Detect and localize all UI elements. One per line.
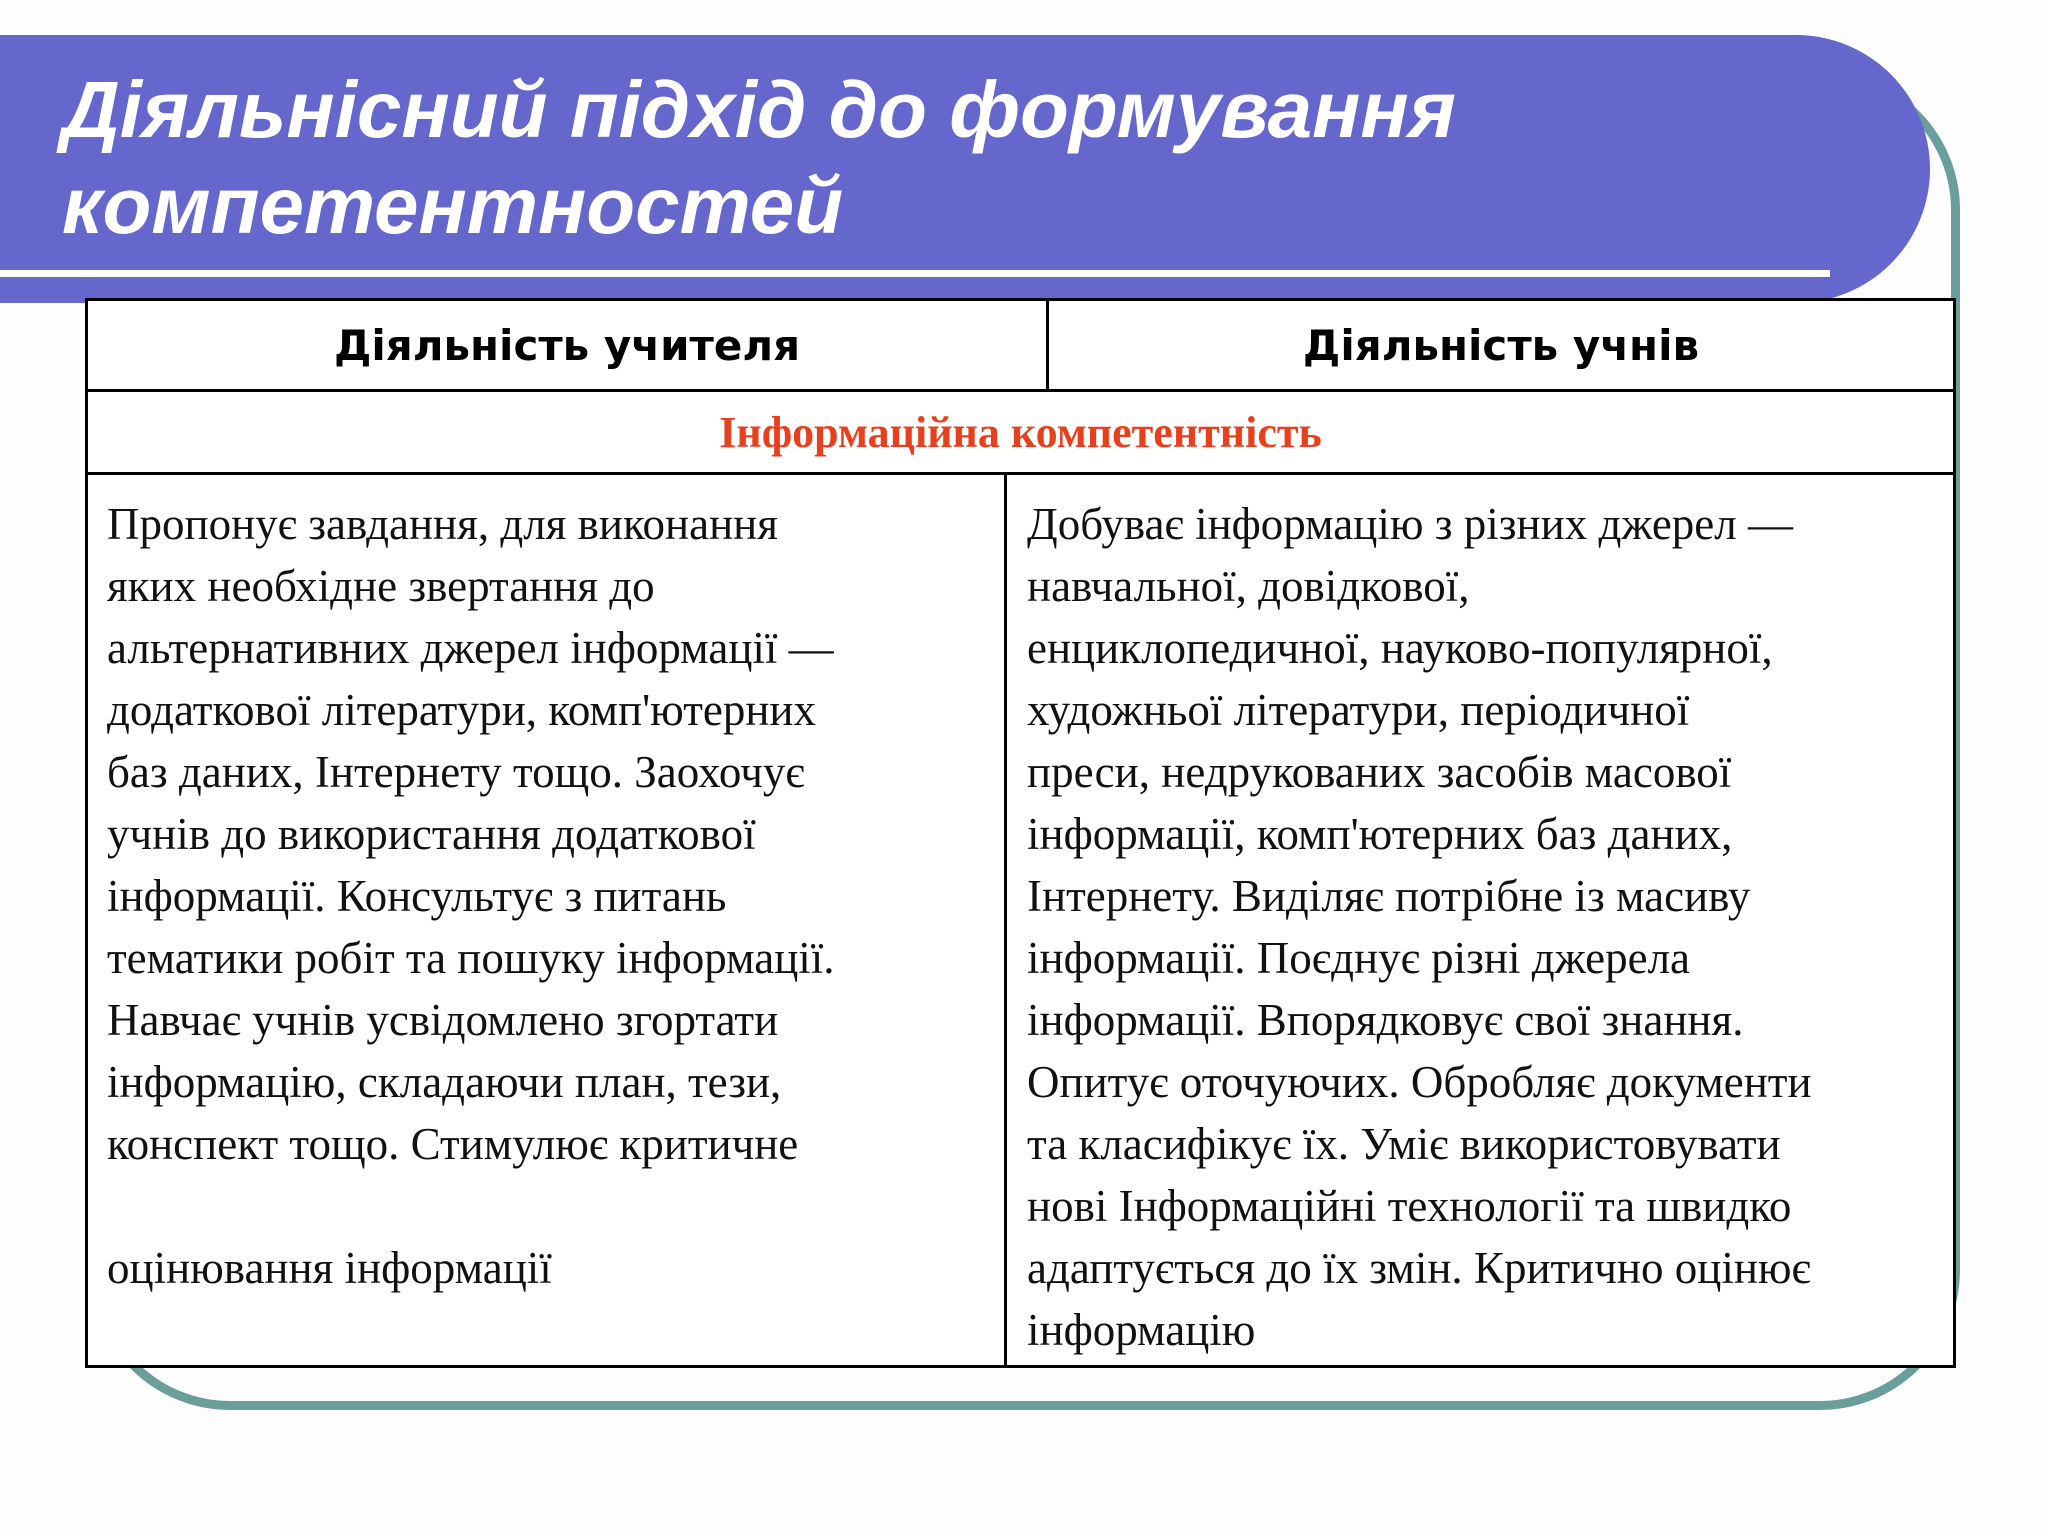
comparison-table	[85, 298, 1956, 1368]
slide-title: Діяльнісний підхід до формування компетентностей	[62, 65, 1456, 250]
teacher-activity-cell: Пропонує завдання, для виконання яких необхідне звертання до альтернативних джерел інформації — додаткової літератури, комп'ютерних баз даних, Інтернету тощо. Заохочує учнів до використання додаткової інформації. Консультує з питань тематики робіт та пошуку інформації. Навчає учнів усвідомлено згортати інформацію, складаючи план, тези, конспект тощо. Стимулює критичне оцінювання інформації	[88, 475, 1007, 1365]
section-title: Інформаційна компетентність	[88, 392, 1953, 475]
title-underline	[0, 270, 1830, 277]
header-teacher: Діяльність учителя	[88, 301, 1049, 392]
student-activity-cell: Добуває інформацію з різних джерел — навчальної, довідкової, енциклопедичної, науково-популярної, художньої літератури, періодичної преси, недрукованих засобів масової інформації, комп'ютерних баз даних, Інтернету. Виділяє потрібне із масиву інформації. Поєднує різні джерела інформації. Впорядковує свої знання. Опитує оточуючих. Обробляє документи та класифікує їх. Уміє використовувати нові Інформаційні технології та швидко адаптується до їх змін. Критично оцінює інформацію	[1027, 499, 1812, 1355]
header-students: Діяльність учнів	[1049, 301, 1953, 392]
